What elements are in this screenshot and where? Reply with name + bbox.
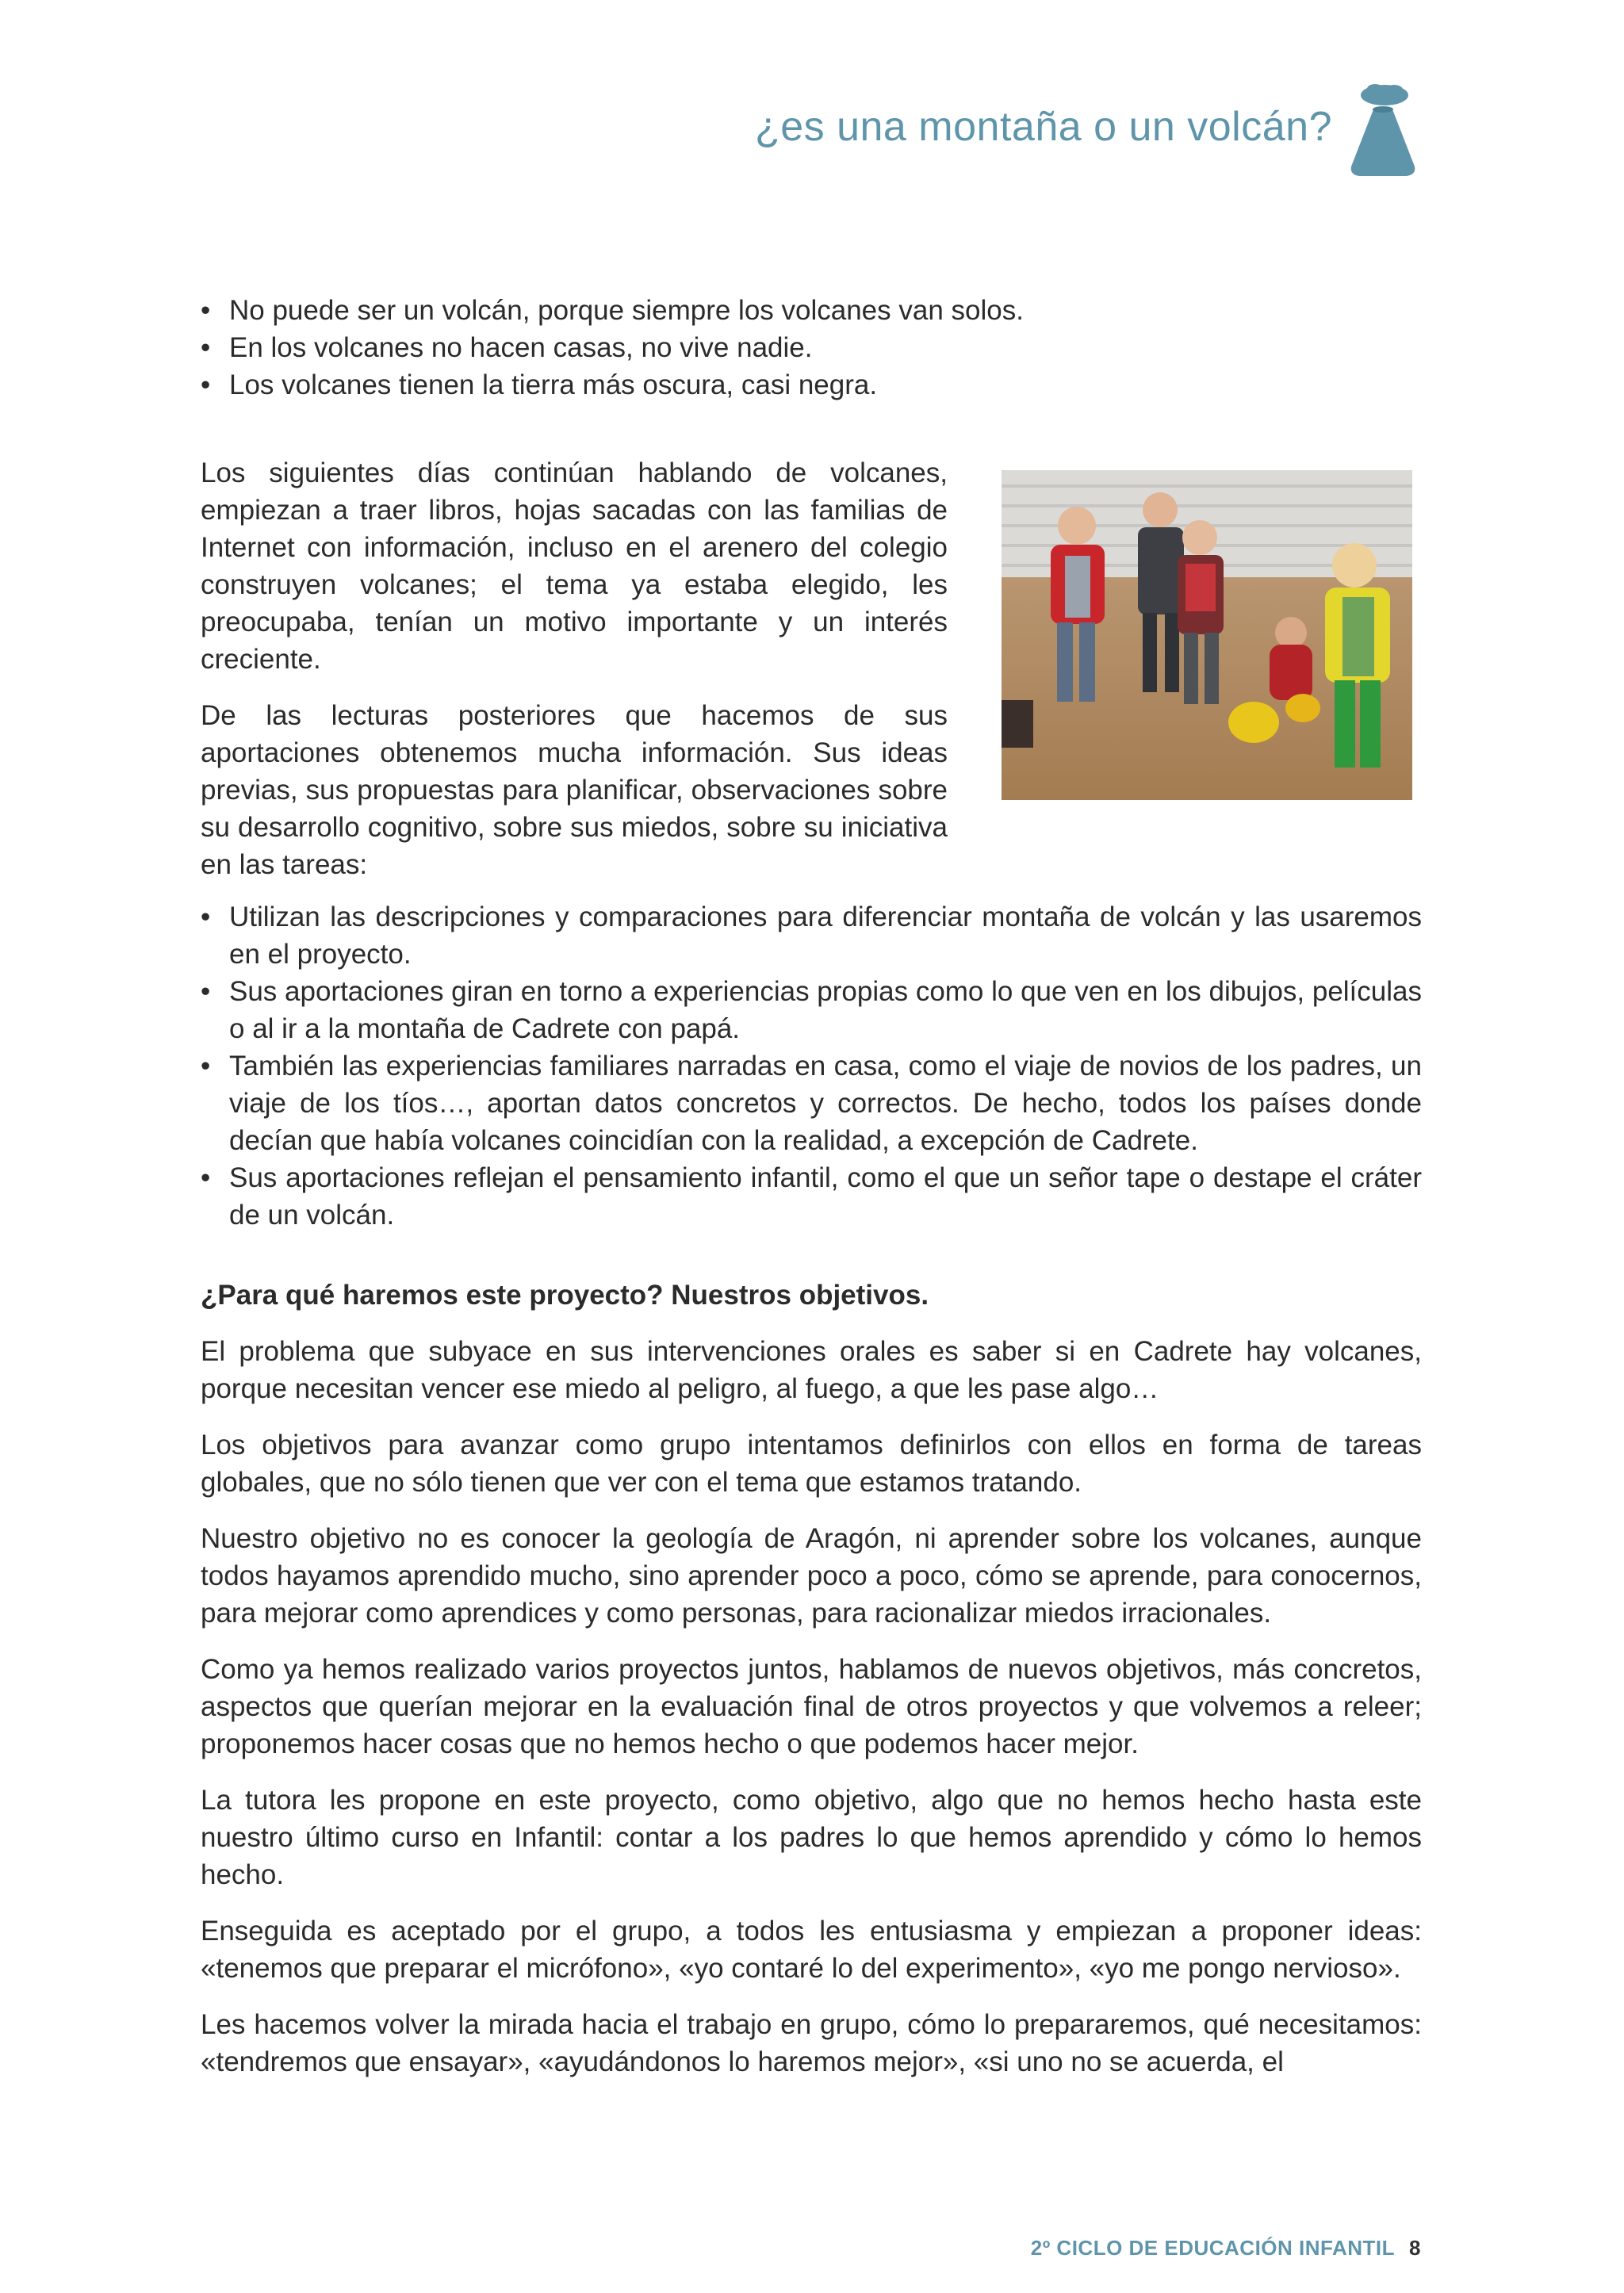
list-item: • Sus aportaciones giran en torno a experiencias propias como lo que ven en los dibujos, películas o al ir a la montaña de Cadrete con papá.	[201, 973, 1422, 1047]
list-item: • Utilizan las descripciones y comparaciones para diferenciar montaña de volcán y las usaremos en el proyecto.	[201, 898, 1422, 973]
page-footer	[1031, 2236, 1421, 2260]
list-item: • También las experiencias familiares narradas en casa, como el viaje de novios de los padres, un viaje de los tíos…, aportan datos concretos y correctos. De hecho, todos los países donde decían que había volcanes coincidían con la realidad, a excepción de Cadrete.	[201, 1047, 1422, 1159]
bullet-list-observations	[201, 292, 1422, 404]
paragraph: La tutora les propone en este proyecto, como objetivo, algo que no hemos hecho hasta este nuestro último curso en Infantil: contar a los padres lo que hemos aprendido y cómo lo hemos hecho.	[201, 1785, 1422, 1890]
bullet-list-contributions	[201, 898, 1422, 1234]
list-item: • No puede ser un volcán, porque siempre los volcanes van solos.	[201, 292, 1422, 329]
page-content	[201, 292, 1422, 2100]
volcano-icon	[1345, 78, 1421, 181]
list-item: • Los volcanes tienen la tierra más oscura, casi negra.	[201, 366, 1422, 404]
page-title: ¿es una montaña o un volcán?	[754, 104, 1332, 150]
paragraph: Les hacemos volver la mirada hacia el trabajo en grupo, cómo lo prepararemos, qué necesitamos: «tendremos que ensayar», «ayudándonos lo haremos mejor», «si uno no se acuerda, el	[201, 2009, 1422, 2077]
paragraph: Enseguida es aceptado por el grupo, a todos les entusiasma y empiezan a proponer ideas: «tenemos que preparar el micrófono», «yo contaré lo del experimento», «yo me pongo nervioso».	[201, 1916, 1422, 1984]
list-item: • En los volcanes no hacen casas, no vive nadie.	[201, 329, 1422, 366]
paragraph: Nuestro objetivo no es conocer la geología de Aragón, ni aprender sobre los volcanes, aunque todos hayamos aprendido mucho, sino aprender poco a poco, cómo se aprende, para conocernos, para mejorar como aprendices y como personas, para racionalizar miedos irracionales.	[201, 1523, 1422, 1629]
section-heading: ¿Para qué haremos este proyecto? Nuestros objetivos.	[201, 1280, 929, 1311]
children-sandbox-photo	[1002, 470, 1412, 800]
paragraph: Los objetivos para avanzar como grupo intentamos definirlos con ellos en forma de tareas globales, que no sólo tienen que ver con el tema que estamos tratando.	[201, 1430, 1422, 1498]
paragraph: Los siguientes días continúan hablando de volcanes, empiezan a traer libros, hojas sacadas con las familias de Internet con información, incluso en el arenero del colegio construyen volcanes; el tema ya estaba elegido, les preocupaba, tenían un motivo importante y un interés creciente.	[201, 457, 948, 675]
footer-label: 2º CICLO DE EDUCACIÓN INFANTIL	[1030, 2236, 1396, 2260]
list-item: • Sus aportaciones reflejan el pensamiento infantil, como el que un señor tape o destape el cráter de un volcán.	[201, 1159, 1422, 1234]
paragraph: El problema que subyace en sus intervenciones orales es saber si en Cadrete hay volcanes, porque necesitan vencer ese miedo al peligro, al fuego, a que les pase algo…	[201, 1336, 1422, 1404]
intro-block	[201, 454, 1422, 898]
paragraph: Como ya hemos realizado varios proyectos juntos, hablamos de nuevos objetivos, más concretos, aspectos que querían mejorar en la evaluación final de otros proyectos y que volvemos a releer; proponemos hacer cosas que no hemos hecho o que podemos hacer mejor.	[201, 1654, 1422, 1759]
page-number: 8	[1409, 2236, 1421, 2260]
paragraph: De las lecturas posteriores que hacemos de sus aportaciones obtenemos mucha información. Sus ideas previas, sus propuestas para planificar, observaciones sobre su desarrollo cognitivo, sobre sus miedos, sobre su iniciativa en las tareas:	[201, 700, 948, 880]
